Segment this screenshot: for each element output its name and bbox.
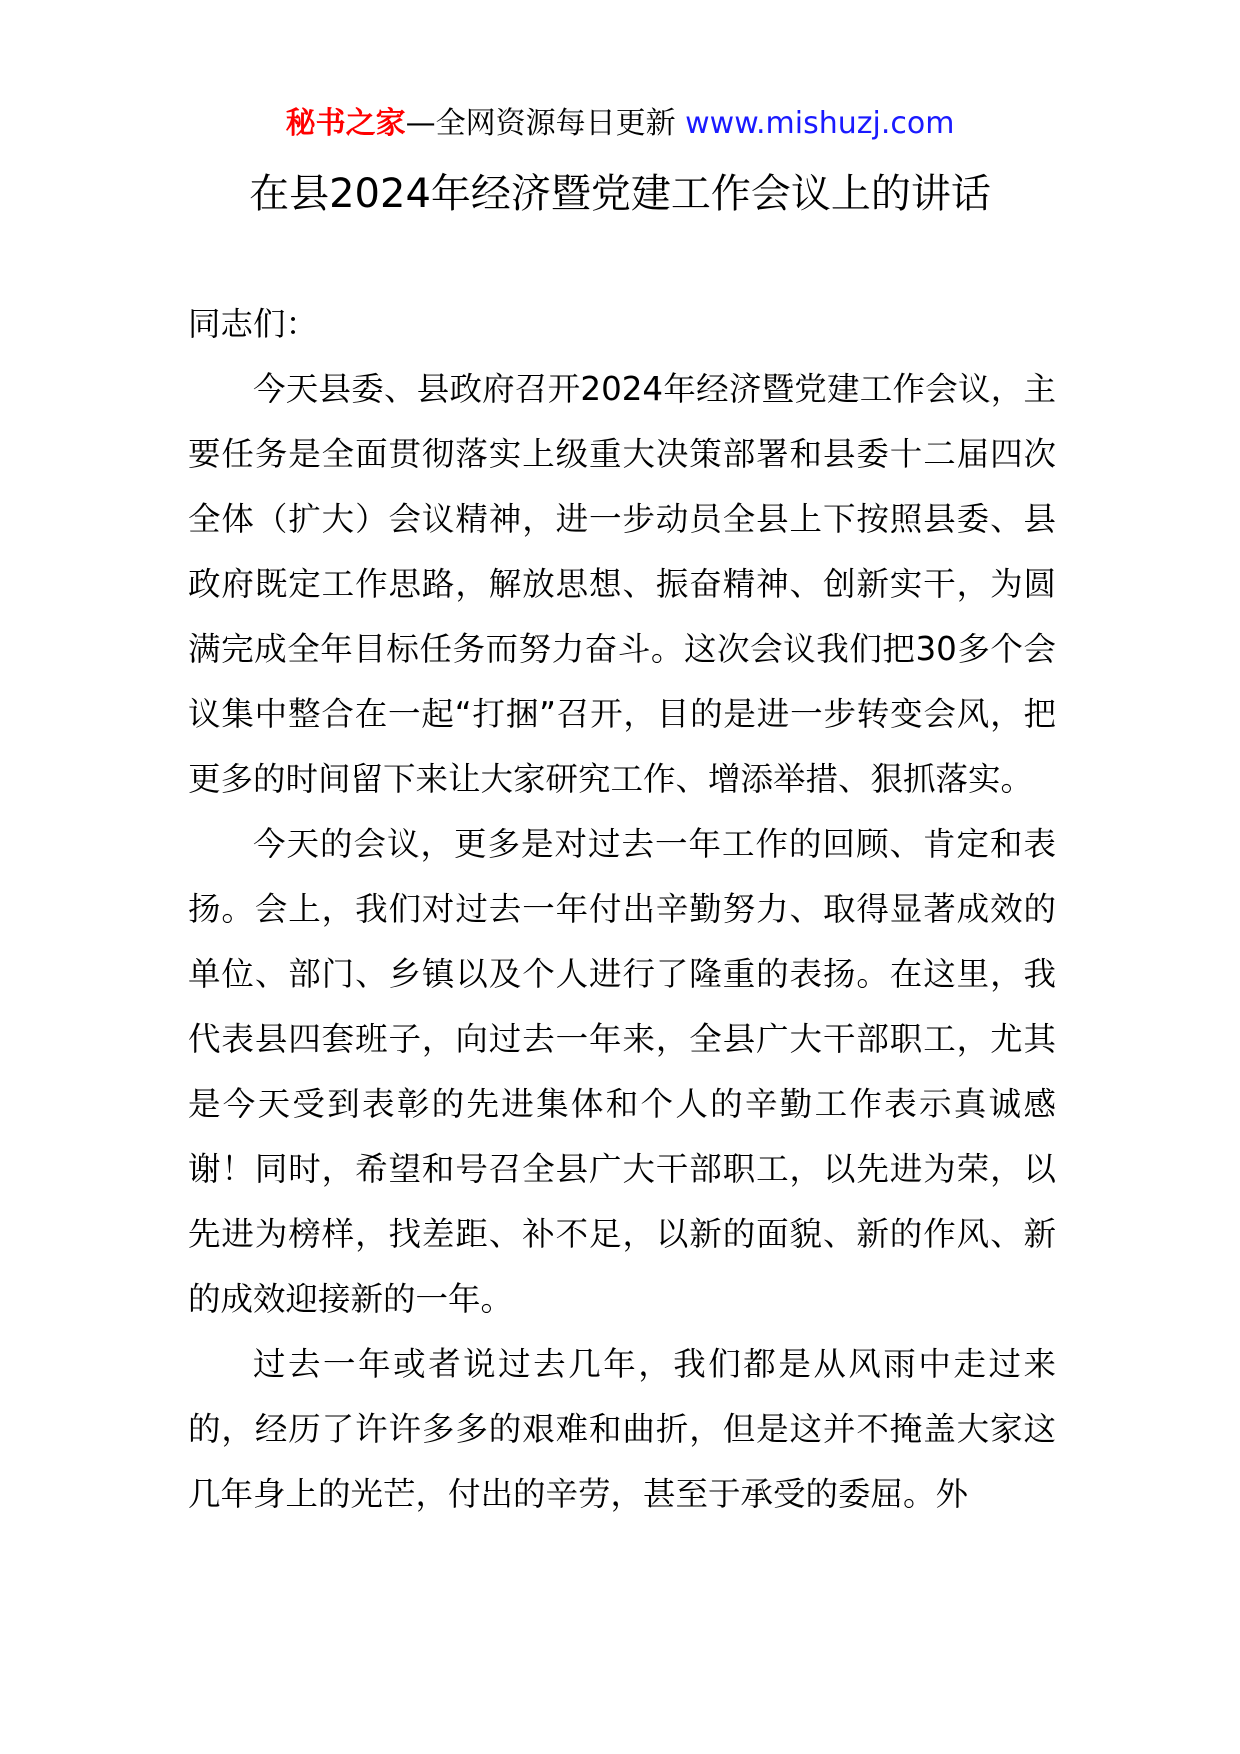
source-banner [0, 104, 1240, 144]
paragraph-2: 今天的会议，更多是对过去一年工作的回顾、肯定和表扬。会上，我们对过去一年付出辛勤努力、取得显著成效的单位、部门、乡镇以及个人进行了隆重的表扬。在这里，我代表县四套班子，向过去一年来，全县广大干部职工，尤其是今天受到表彰的先进集体和个人的辛勤工作表示真诚感谢！同时，希望和号召全县广大干部职工，以先进为荣，以先进为榜样，找差距、补不足，以新的面貌、新的作风、新的成效迎接新的一年。 [188, 825, 1056, 1318]
brand-name: 秘书之家 [285, 106, 406, 141]
salutation: 同志们： [188, 305, 319, 343]
document-body [188, 292, 1056, 1527]
document-title: 在县2024年经济暨党建工作会议上的讲话 [249, 171, 991, 217]
banner-tagline: —全网资源每日更新 [405, 106, 686, 141]
paragraph-3: 过去一年或者说过去几年，我们都是从风雨中走过来的，经历了许许多多的艰难和曲折，但是这并不掩盖大家这几年身上的光芒，付出的辛劳，甚至于承受的委屈。外 [188, 1345, 1056, 1513]
website-link[interactable]: www.mishuzj.com [685, 106, 955, 141]
paragraph-1: 今天县委、县政府召开2024年经济暨党建工作会议，主要任务是全面贯彻落实上级重大决策部署和县委十二届四次全体（扩大）会议精神，进一步动员全县上下按照县委、县政府既定工作思路，解放思想、振奋精神、创新实干，为圆满完成全年目标任务而努力奋斗。这次会议我们把30多个会议集中整合在一起“打捆”召开，目的是进一步转变会风，把更多的时间留下来让大家研究工作、增添举措、狠抓落实。 [188, 370, 1056, 798]
